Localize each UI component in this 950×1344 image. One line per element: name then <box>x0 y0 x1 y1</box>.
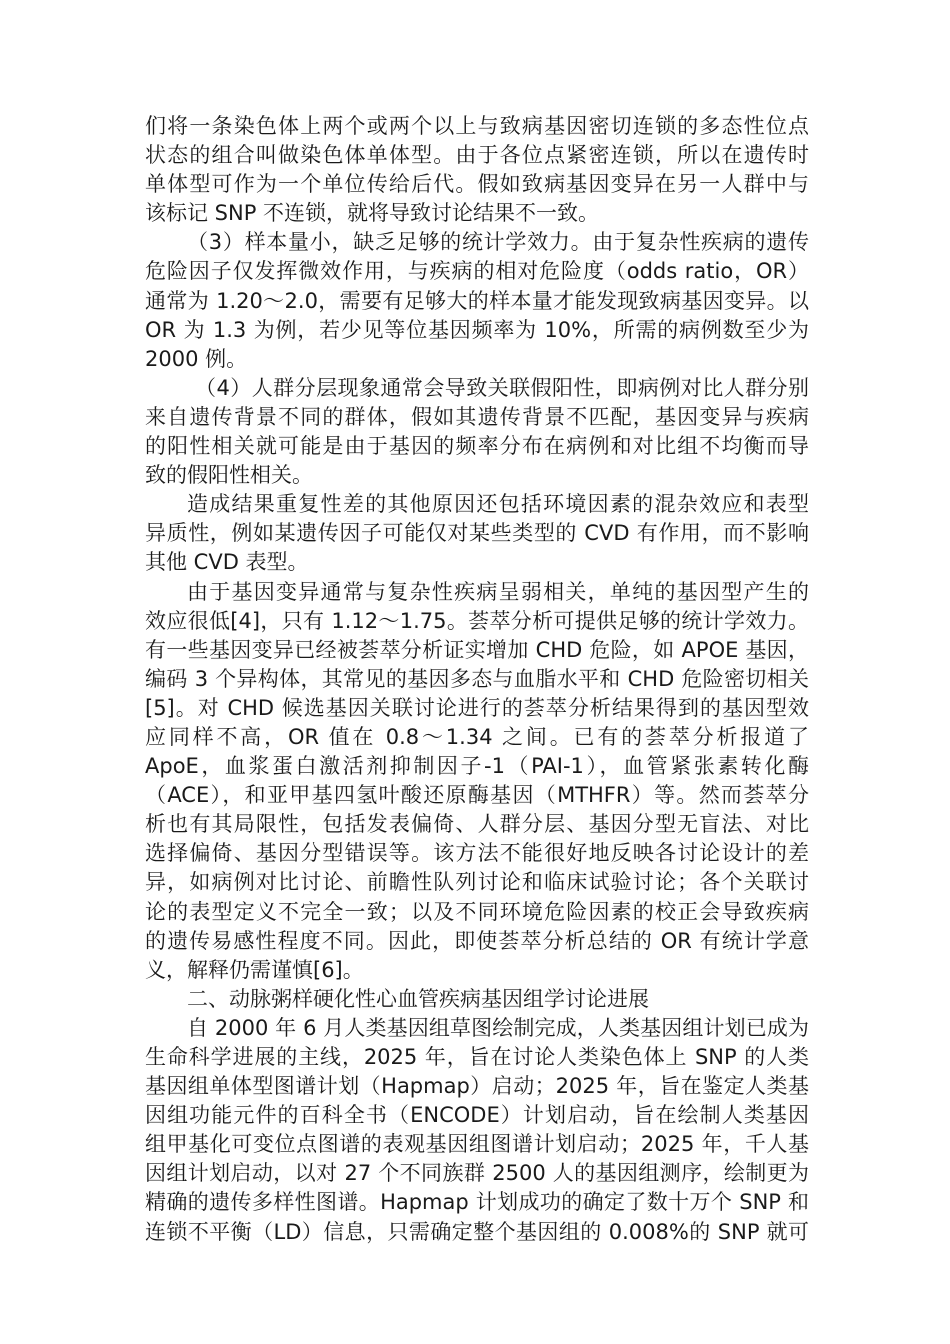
text-line: 通常为 1.20～2.0，需要有足够大的样本量才能发现致病基因变异。以 <box>145 288 809 313</box>
text-line: ApoE，血浆蛋白激活剂抑制因子-1（PAI-1），血管紧张素转化酶 <box>145 754 809 779</box>
text-line: 精确的遗传多样性图谱。Hapmap 计划成功的确定了数十万个 SNP 和 <box>145 1190 809 1215</box>
paragraph-start-line: 由于基因变异通常与复杂性疾病呈弱相关，单纯的基因型产生的 <box>187 579 809 604</box>
text-line: 们将一条染色体上两个或两个以上与致病基因密切连锁的多态性位点 <box>145 114 809 138</box>
text-line: 论的表型定义不完全一致；以及不同环境危险因素的校正会导致疾病 <box>145 899 809 924</box>
text-line: 致的假阳性相关。 <box>145 463 313 488</box>
text-line: 单体型可作为一个单位传给后代。假如致病基因变异在另一人群中与 <box>145 172 809 197</box>
text-line: 异，如病例对比讨论、前瞻性队列讨论和临床试验讨论；各个关联讨 <box>145 870 809 895</box>
text-line: 基因组单体型图谱计划（Hapmap）启动；2025 年，旨在鉴定人类基 <box>145 1074 809 1099</box>
text-line: 组甲基化可变位点图谱的表观基因组图谱计划启动；2025 年，千人基 <box>145 1132 809 1157</box>
text-line: 应同样不高，OR 值在 0.8～1.34 之间。已有的荟萃分析报道了 <box>145 724 809 749</box>
text-line: 析也有其局限性，包括发表偏倚、人群分层、基因分型无盲法、对比 <box>145 812 809 837</box>
text-line: 连锁不平衡（LD）信息，只需确定整个基因组的 0.008%的 SNP 就可 <box>145 1219 809 1244</box>
text-line: 该标记 SNP 不连锁，就将导致讨论结果不一致。 <box>145 201 600 226</box>
text-line: 义，解释仍需谨慎[6]。 <box>145 957 364 982</box>
text-line: 因组功能元件的百科全书（ENCODE）计划启动，旨在绘制人类基因 <box>145 1103 809 1128</box>
text-line: 状态的组合叫做染色体单体型。由于各位点紧密连锁，所以在遗传时 <box>145 143 809 168</box>
paragraph-start-line: （3）样本量小，缺乏足够的统计学效力。由于复杂性疾病的遗传 <box>187 230 809 255</box>
text-line: 危险因子仅发挥微效作用，与疾病的相对危险度（odds ratio，OR） <box>145 259 809 284</box>
text-line: 生命科学进展的主线，2025 年，旨在讨论人类染色体上 SNP 的人类 <box>145 1045 809 1069</box>
text-line: 编码 3 个异构体，其常见的基因多态与血脂水平和 CHD 危险密切相关 <box>145 666 809 691</box>
text-line: 其他 CVD 表型。 <box>145 550 309 575</box>
text-line: （ACE），和亚甲基四氢叶酸还原酶基因（MTHFR）等。然而荟萃分 <box>145 783 809 808</box>
text-line: OR 为 1.3 为例，若少见等位基因频率为 10%，所需的病例数至少为 <box>145 317 809 342</box>
paragraph-start-line: 自 2000 年 6 月人类基因组草图绘制完成，人类基因组计划已成为 <box>187 1015 809 1040</box>
document-body <box>145 112 809 1247</box>
text-line: [5]。对 CHD 候选基因关联讨论进行的荟萃分析结果得到的基因型效 <box>145 695 809 720</box>
paragraph-start-line: （4）人群分层现象通常会导致关联假阳性，即病例对比人群分别 <box>195 375 809 400</box>
section-heading: 二、动脉粥样硬化性心血管疾病基因组学讨论进展 <box>187 986 649 1011</box>
text-line: 的阳性相关就可能是由于基因的频率分布在病例和对比组不均衡而导 <box>145 434 809 459</box>
text-line: 2000 例。 <box>145 346 248 371</box>
text-line: 选择偏倚、基因分型错误等。该方法不能很好地反映各讨论设计的差 <box>145 841 809 866</box>
text-line: 因组计划启动，以对 27 个不同族群 2500 人的基因组测序，绘制更为 <box>145 1161 809 1186</box>
paragraph-start-line: 造成结果重复性差的其他原因还包括环境因素的混杂效应和表型 <box>187 492 809 517</box>
text-line: 有一些基因变异已经被荟萃分析证实增加 CHD 危险，如 APOE 基因， <box>145 637 809 662</box>
text-line: 异质性，例如某遗传因子可能仅对某些类型的 CVD 有作用，而不影响 <box>145 521 809 546</box>
text-line: 的遗传易感性程度不同。因此，即使荟萃分析总结的 OR 有统计学意 <box>145 928 809 953</box>
text-line: 来自遗传背景不同的群体，假如其遗传背景不匹配，基因变异与疾病 <box>145 404 809 429</box>
text-line: 效应很低[4]，只有 1.12～1.75。荟萃分析可提供足够的统计学效力。 <box>145 608 809 633</box>
